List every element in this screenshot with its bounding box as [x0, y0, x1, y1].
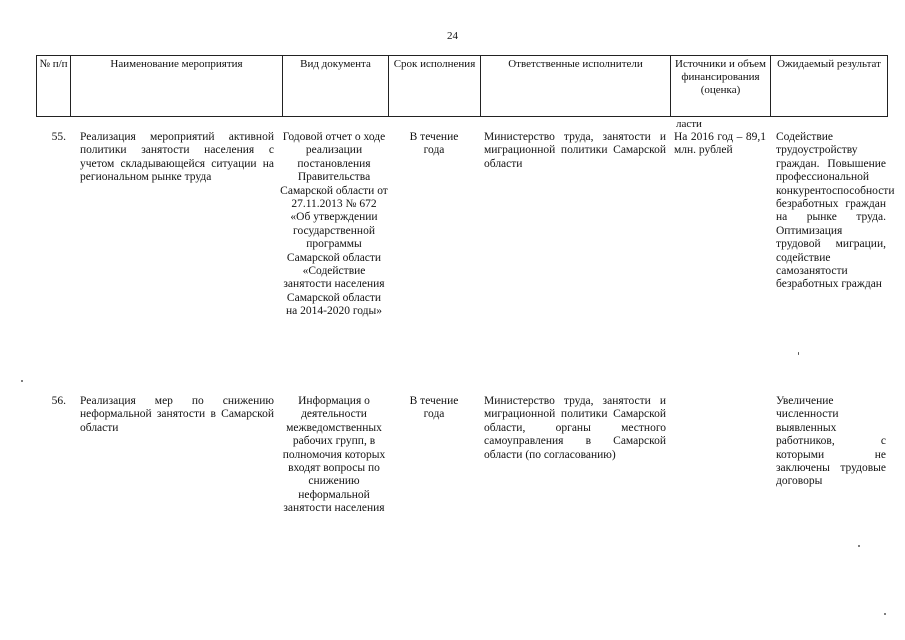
scan-speck [884, 613, 886, 615]
header-event-name: Наименование мероприятия [71, 56, 283, 116]
row-responsible: Министерство труда, занятости и миграционной политики Самарской области, органы местного самоуправления в Самарской области (по согласованию) [484, 395, 666, 461]
row-number: 55. [51, 131, 66, 143]
header-funding: Источники и объем финансирования (оценка) [671, 56, 771, 116]
scan-speck [21, 380, 23, 382]
page-number: 24 [447, 30, 458, 42]
header-document-type: Вид документа [283, 56, 389, 116]
row-event-name: Реализация мер по снижению неформальной занятости в Самарской области [80, 395, 274, 434]
carryover-text: ласти [676, 118, 702, 130]
row-number: 56. [51, 395, 66, 407]
row-document-type: Информация о деятельности межведомственных рабочих групп, в полномочия которых входят вопросы по снижению неформальной занятости населения [282, 395, 386, 515]
header-number: № п/п [37, 56, 71, 116]
row-deadline: В течение года [409, 395, 459, 421]
table-header [36, 55, 888, 117]
row-deadline: В течение года [409, 131, 459, 157]
scan-speck [798, 352, 799, 355]
header-responsible: Ответственные исполнители [481, 56, 671, 116]
row-event-name: Реализация мероприятий активной политики занятости населения с учетом складывающейся ситуации на региональном рынке труда [80, 131, 274, 184]
row-result: Содействие трудоустройству граждан. Повышение профессиональной конкурентоспособности безработных граждан на рынке труда. Оптимизация трудовой миграции, содействие самозанятости безработных граждан [776, 131, 895, 291]
row-document-type: Годовой отчет о ходе реализации постановления Правительства Самарской области от 27.11.2013 № 672 «Об утверждении государственной программы Самарской области «Содействие занятости населения Самарской области на 2014-2020 годы» [280, 131, 388, 318]
row-result: Увеличение численности выявленных работников, с которыми не заключены трудовые договоры [776, 395, 886, 488]
scan-speck [858, 545, 860, 547]
row-responsible: Министерство труда, занятости и миграционной политики Самарской области [484, 131, 666, 170]
row-funding: На 2016 год – 89,1 млн. рублей [674, 131, 766, 157]
header-result: Ожидаемый результат [777, 58, 881, 70]
header-deadline: Срок исполнения [389, 56, 481, 116]
